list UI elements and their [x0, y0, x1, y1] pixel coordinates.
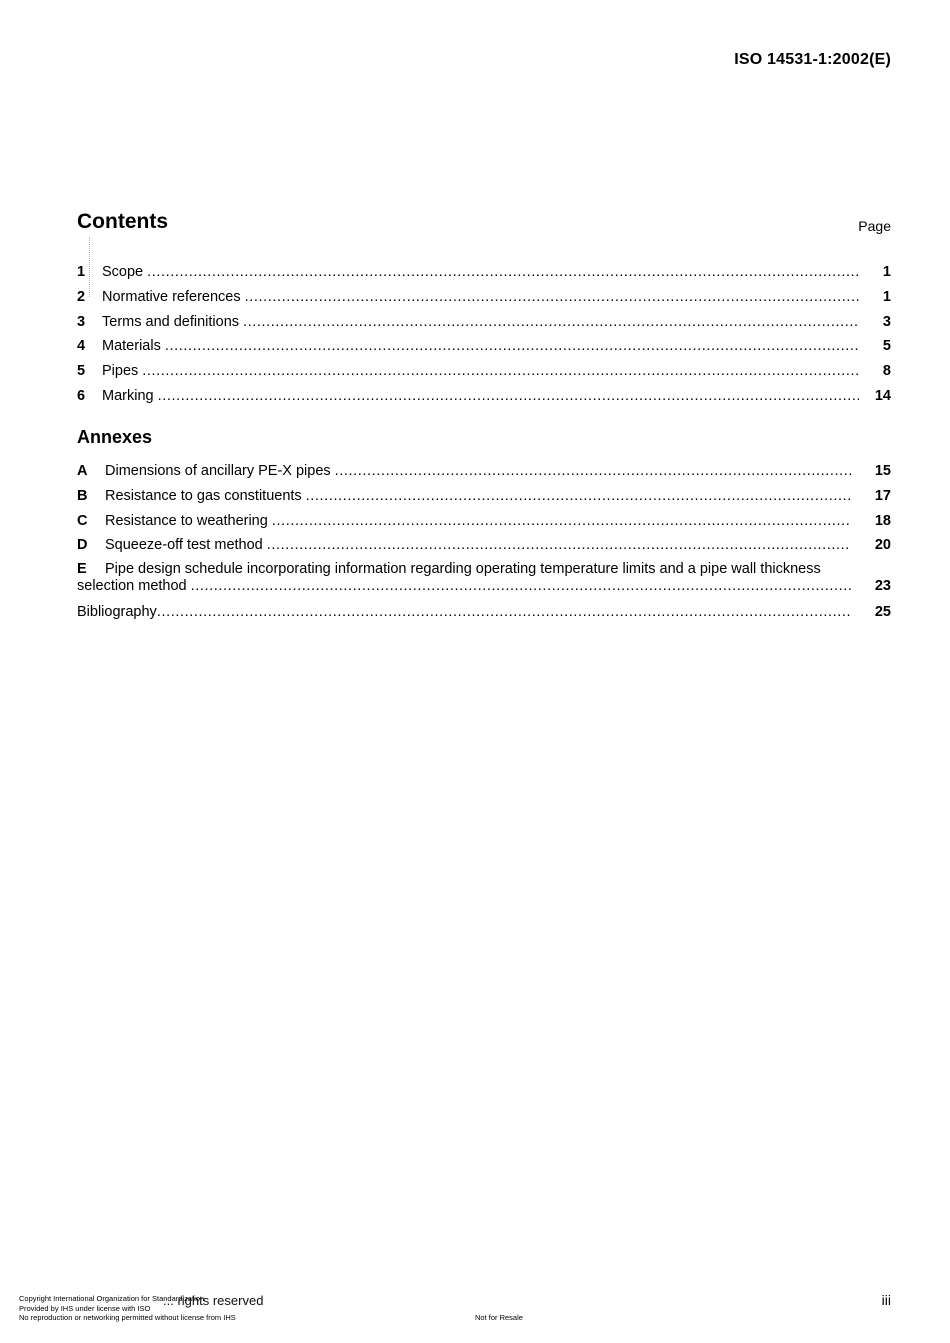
- toc-entry-number: 6: [77, 387, 86, 404]
- page-number: iii: [881, 1292, 891, 1308]
- toc-entry-title: Bibliography: [77, 604, 157, 621]
- toc-entry[interactable]: [77, 263, 891, 288]
- dot-leader: [191, 578, 851, 595]
- toc-entry-title: Normative references: [102, 288, 241, 305]
- toc-entry-title-continued: selection method: [77, 578, 187, 595]
- toc-entry-title: Materials: [102, 338, 161, 355]
- toc-entry[interactable]: [77, 337, 891, 362]
- toc-entry-page: 23: [874, 578, 891, 595]
- dot-leader: [267, 536, 851, 554]
- contents-list: [77, 263, 891, 412]
- toc-entry[interactable]: [77, 387, 891, 412]
- toc-entry-page: 20: [874, 537, 891, 554]
- not-for-resale-label: Not for Resale: [475, 1313, 523, 1322]
- toc-entry-title: Resistance to gas constituents: [105, 487, 302, 504]
- toc-entry-page: 1: [882, 288, 891, 305]
- toc-entry-title: Marking: [102, 387, 154, 404]
- toc-entry-title: Scope: [102, 264, 144, 280]
- page-column-label: Page: [858, 218, 891, 234]
- toc-annex-entry[interactable]: [77, 462, 891, 487]
- toc-entry-number: 2: [77, 288, 86, 305]
- dot-leader: [157, 603, 851, 621]
- toc-entry-letter: D: [77, 537, 88, 554]
- toc-entry[interactable]: [77, 288, 891, 313]
- toc-entry-page: 3: [882, 313, 891, 330]
- toc-entry-title: Squeeze-off test method: [105, 537, 263, 554]
- toc-entry-page: 15: [874, 463, 891, 479]
- toc-entry-page: 17: [874, 487, 891, 504]
- toc-annex-entry[interactable]: [77, 512, 891, 537]
- dot-leader: [306, 487, 851, 505]
- toc-entry-letter: E: [77, 561, 87, 578]
- toc-entry-letter: C: [77, 512, 88, 529]
- toc-annex-entry[interactable]: [77, 536, 891, 561]
- copyright-line: Provided by IHS under license with ISO: [19, 1303, 151, 1313]
- dot-leader: [147, 263, 859, 281]
- copyright-line: Copyright International Organization for Standardization: [19, 1294, 205, 1303]
- toc-entry-title: Pipes: [102, 363, 139, 380]
- toc-entry-number: 4: [77, 338, 86, 355]
- dot-leader: [335, 462, 851, 480]
- toc-entry-page: 18: [874, 512, 891, 529]
- toc-entry-title: Pipe design schedule incorporating information regarding operating temperature limits and a pipe wall thickness: [105, 561, 821, 578]
- toc-entry-page: 8: [882, 363, 891, 380]
- toc-entry-second-line: [77, 578, 891, 595]
- document-id: ISO 14531-1:2002(E): [734, 51, 891, 68]
- toc-entry-letter: A: [77, 463, 88, 479]
- toc-entry-title: Resistance to weathering: [105, 512, 268, 529]
- contents-heading: Contents: [77, 210, 168, 233]
- toc-bibliography-entry[interactable]: [77, 603, 891, 628]
- toc-entry[interactable]: [77, 313, 891, 338]
- toc-entry[interactable]: [77, 362, 891, 387]
- dot-leader: [243, 313, 859, 331]
- toc-entry-first-line: [77, 561, 891, 578]
- toc-entry-title: Terms and definitions: [102, 313, 240, 330]
- toc-entry-page: 5: [882, 338, 891, 355]
- toc-annex-entry[interactable]: [77, 487, 891, 512]
- dot-leader: [245, 288, 859, 306]
- toc-annex-entry-long[interactable]: [77, 561, 891, 603]
- annexes-heading: Annexes: [77, 427, 153, 447]
- toc-entry-page: 14: [874, 387, 891, 404]
- toc-entry-number: 3: [77, 313, 86, 330]
- dot-leader: [158, 387, 859, 405]
- dot-leader: [165, 337, 859, 355]
- toc-entry-page: 25: [874, 604, 891, 621]
- copyright-line: No reproduction or networking permitted without license from IHS: [19, 1313, 236, 1323]
- toc-entry-title: Dimensions of ancillary PE-X pipes: [105, 463, 331, 479]
- toc-entry-number: 1: [77, 264, 86, 280]
- toc-entry-page: 1: [882, 264, 891, 280]
- toc-entry-number: 5: [77, 363, 86, 380]
- dot-leader: [142, 362, 859, 380]
- rights-reserved-text: ... rights reserved: [163, 1293, 264, 1308]
- dot-leader: [272, 512, 851, 530]
- annexes-list: [77, 462, 891, 628]
- toc-entry-letter: B: [77, 487, 88, 504]
